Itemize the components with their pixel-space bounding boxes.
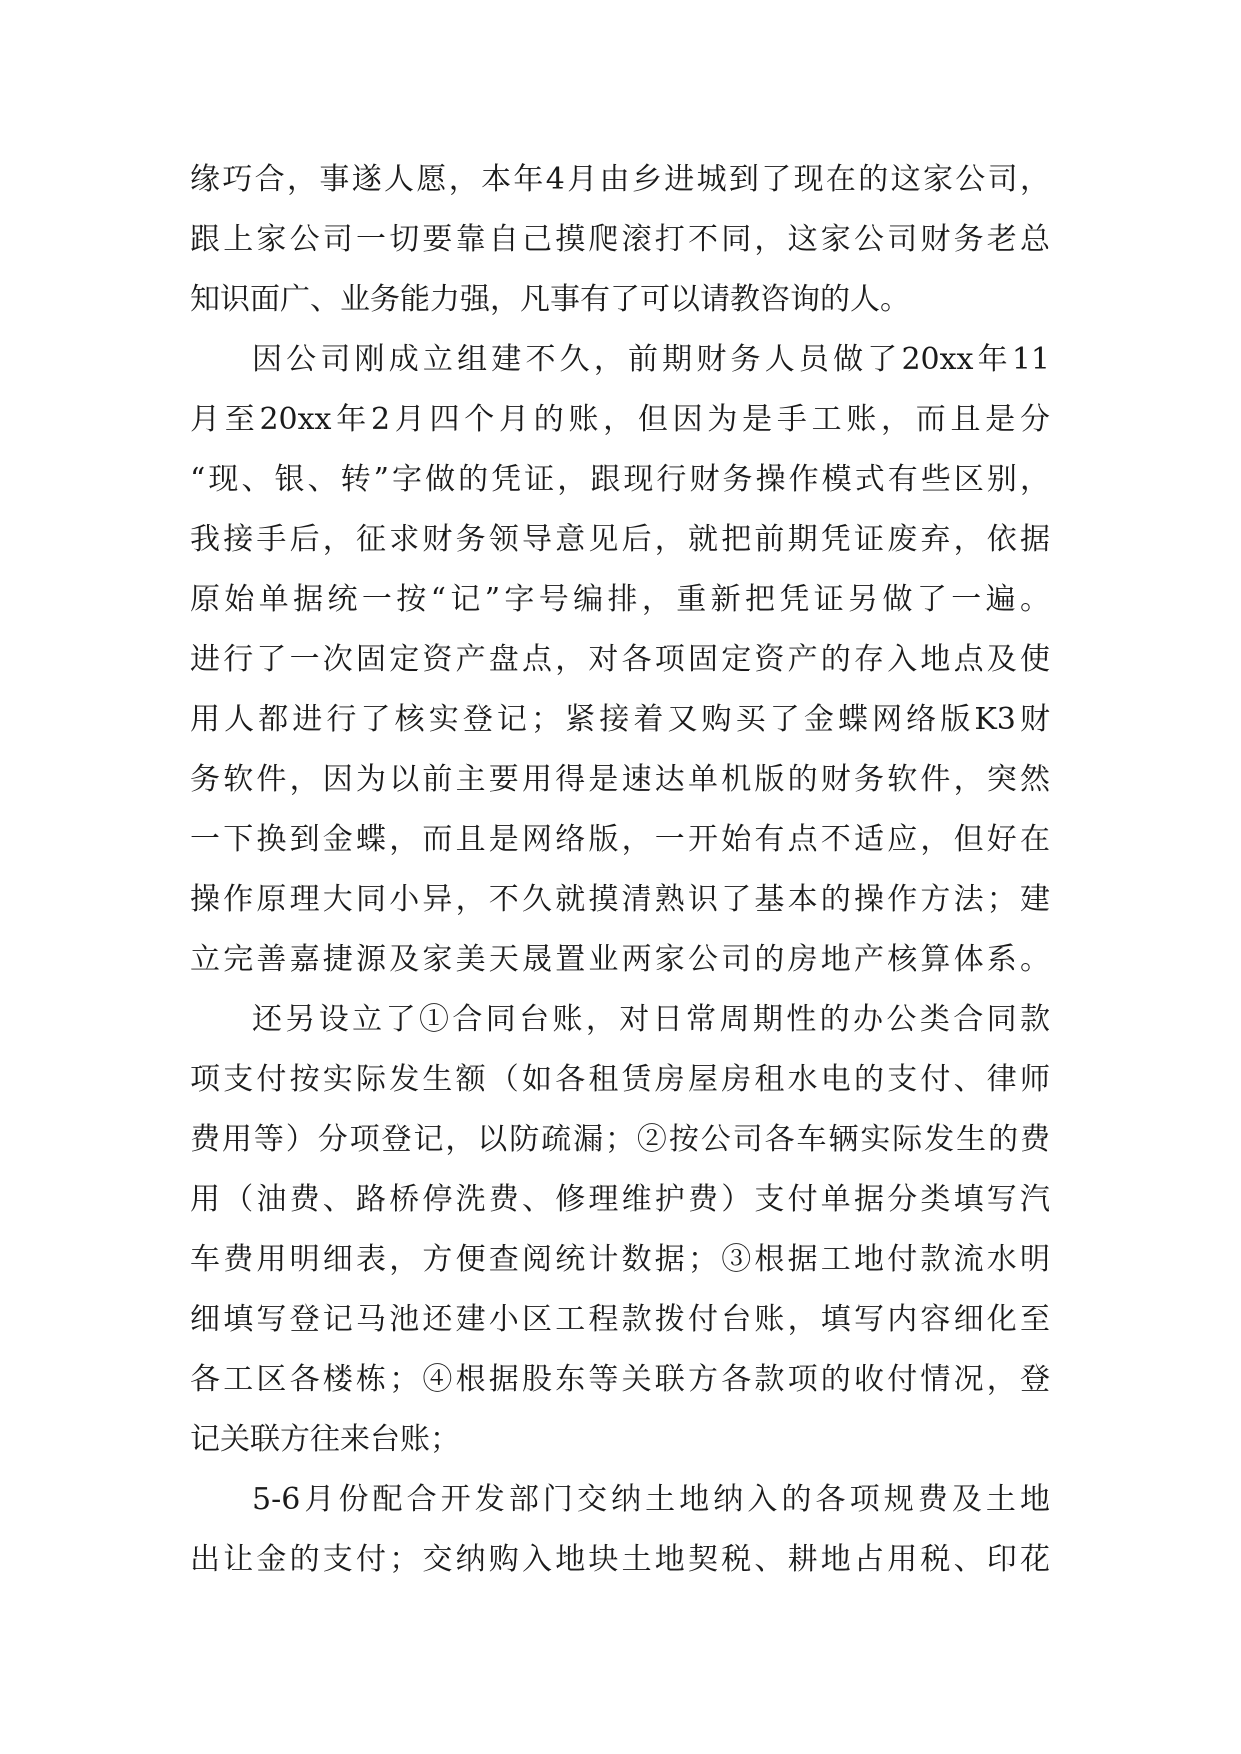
text-line: 车费用明细表，方便查阅统计数据；③根据工地付款流水明	[190, 1242, 1050, 1277]
text-line: 一下换到金蝶，而且是网络版，一开始有点不适应，但好在	[190, 822, 1050, 857]
text-line: 用（油费、路桥停洗费、修理维护费）支付单据分类填写汽	[190, 1182, 1050, 1217]
text-line: 5-6月份配合开发部门交纳土地纳入的各项规费及土地	[252, 1482, 1050, 1517]
text-line: 操作原理大同小异，不久就摸清熟识了基本的操作方法；建	[190, 882, 1050, 917]
text-line: “现、银、转”字做的凭证，跟现行财务操作模式有些区别，	[190, 462, 1050, 497]
text-line: 进行了一次固定资产盘点，对各项固定资产的存入地点及使	[190, 642, 1050, 677]
text-line: 用人都进行了核实登记；紧接着又购买了金蝶网络版K3财	[190, 702, 1050, 737]
text-line: 原始单据统一按“记”字号编排，重新把凭证另做了一遍。	[190, 582, 1050, 617]
text-line: 因公司刚成立组建不久，前期财务人员做了20xx年11	[252, 342, 1050, 377]
text-line: 出让金的支付；交纳购入地块土地契税、耕地占用税、印花	[190, 1542, 1050, 1577]
text-line: 立完善嘉捷源及家美天晟置业两家公司的房地产核算体系。	[190, 942, 1050, 977]
text-line: 我接手后，征求财务领导意见后，就把前期凭证废弃，依据	[190, 522, 1050, 557]
text-line: 记关联方往来台账；	[190, 1422, 460, 1457]
text-line: 缘巧合，事遂人愿，本年4月由乡进城到了现在的这家公司，	[190, 162, 1050, 197]
text-line: 知识面广、业务能力强，凡事有了可以请教咨询的人。	[190, 282, 910, 317]
text-line: 费用等）分项登记，以防疏漏；②按公司各车辆实际发生的费	[190, 1122, 1050, 1157]
text-line: 各工区各楼栋；④根据股东等关联方各款项的收付情况，登	[190, 1362, 1050, 1397]
body-text	[190, 150, 1050, 1590]
text-line: 项支付按实际发生额（如各租赁房屋房租水电的支付、律师	[190, 1062, 1050, 1097]
text-line: 务软件，因为以前主要用得是速达单机版的财务软件，突然	[190, 762, 1050, 797]
text-line: 还另设立了①合同台账，对日常周期性的办公类合同款	[252, 1002, 1050, 1037]
text-line: 跟上家公司一切要靠自己摸爬滚打不同，这家公司财务老总	[190, 222, 1050, 257]
text-line: 月至20xx年2月四个月的账，但因为是手工账，而且是分	[190, 402, 1050, 437]
text-line: 细填写登记马池还建小区工程款拨付台账，填写内容细化至	[190, 1302, 1050, 1337]
